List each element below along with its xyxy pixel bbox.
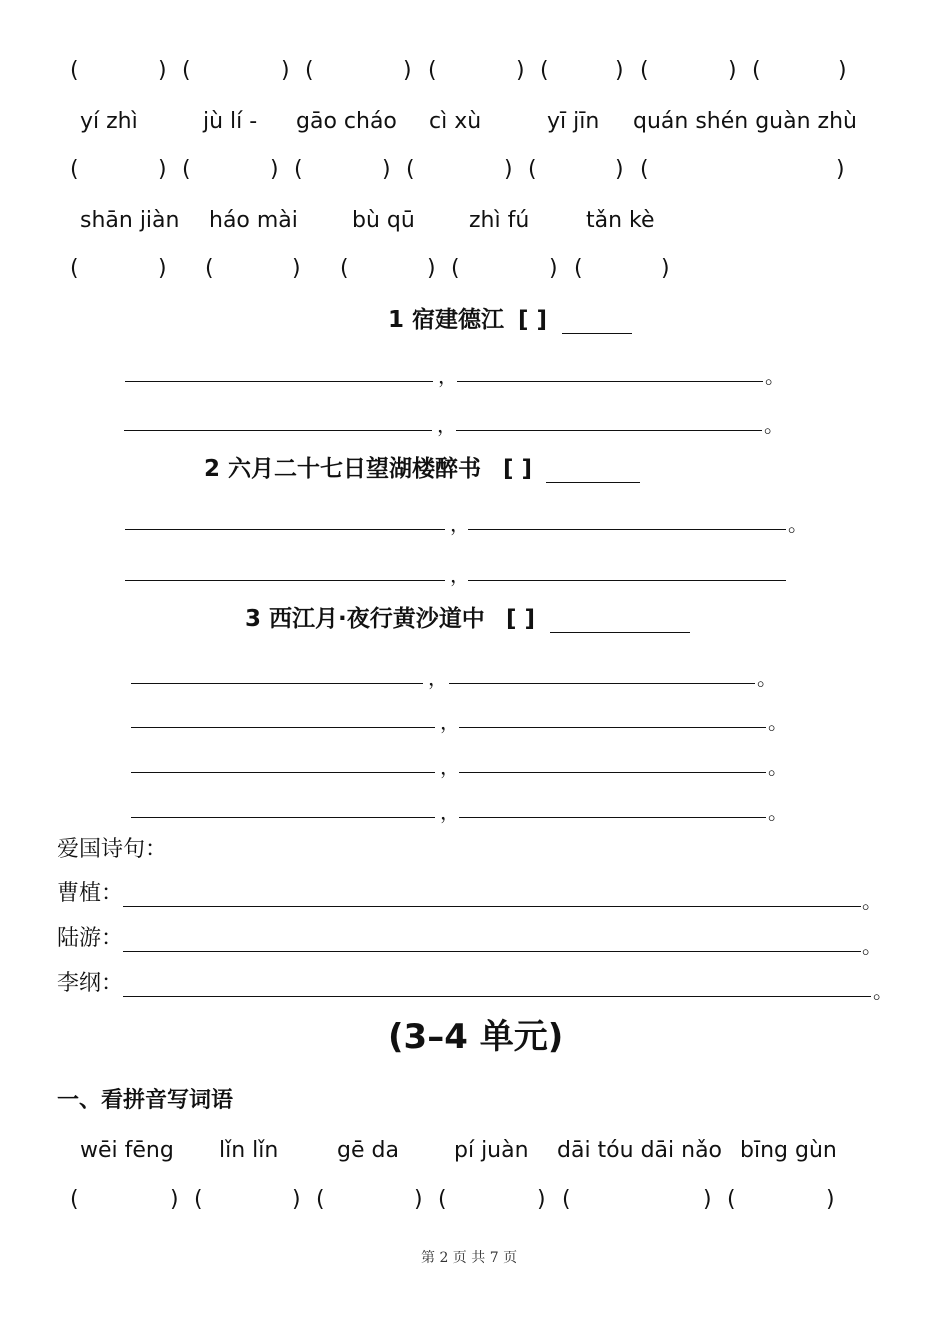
paren-open: ( (451, 256, 460, 281)
paren-close: ) (158, 157, 167, 182)
period-mark: 。 (768, 710, 788, 734)
comma-mark: ， (437, 413, 457, 437)
pinyin-word: yī jīn (547, 109, 600, 134)
paren-close: ) (661, 256, 670, 281)
author-label-caozhi: 曹植： (57, 881, 124, 906)
author-label-luyou: 陆游： (57, 926, 124, 951)
poem-title: 2 六月二十七日望湖楼醉书 (204, 456, 482, 482)
comma-mark: ， (440, 800, 460, 824)
verse-blank[interactable] (457, 381, 763, 382)
author-blank[interactable] (550, 632, 690, 633)
pinyin-word: gē da (337, 1138, 399, 1163)
paren-open: ( (294, 157, 303, 182)
comma-mark: ， (440, 710, 460, 734)
paren-close: ) (281, 58, 290, 83)
pinyin-word: yí zhì (80, 109, 138, 134)
author-blank[interactable] (562, 333, 632, 334)
poem-title: 1 宿建德江 (388, 307, 505, 333)
paren-close: ) (504, 157, 513, 182)
paren-close: ) (158, 256, 167, 281)
period-mark: 。 (768, 755, 788, 779)
paren-open: ( (428, 58, 437, 83)
period-mark: 。 (768, 800, 788, 824)
verse-blank[interactable] (131, 772, 435, 773)
pinyin-word: quán shén guàn zhù (633, 109, 857, 134)
paren-open: ( (305, 58, 314, 83)
paren-close: ) (537, 1187, 546, 1212)
pinyin-word: lǐn lǐn (219, 1138, 279, 1163)
verse-blank[interactable] (125, 381, 433, 382)
verse-blank[interactable] (125, 580, 445, 581)
verse-blank[interactable] (468, 580, 786, 581)
paren-close: ) (728, 58, 737, 83)
author-blank[interactable] (546, 482, 640, 483)
paren-close: ) (414, 1187, 423, 1212)
pinyin-word: gāo cháo (296, 109, 397, 134)
paren-open: ( (70, 58, 79, 83)
pinyin-word: cì xù (429, 109, 482, 134)
period-mark: 。 (862, 934, 882, 958)
period-mark: 。 (757, 666, 777, 690)
paren-close: ) (292, 1187, 301, 1212)
pinyin-word: dāi tóu dāi nǎo (557, 1138, 723, 1163)
paren-close: ) (615, 58, 624, 83)
verse-blank[interactable] (124, 430, 432, 431)
patriotic-heading: 爱国诗句： (57, 837, 168, 862)
paren-open: ( (406, 157, 415, 182)
paren-close: ) (516, 58, 525, 83)
dynasty-bracket: [ ] (518, 307, 548, 333)
pinyin-word: pí juàn (454, 1138, 529, 1163)
pinyin-word: bù qū (352, 208, 415, 233)
paren-open: ( (182, 58, 191, 83)
period-mark: 。 (873, 979, 893, 1003)
paren-close: ) (838, 58, 847, 83)
paren-open: ( (438, 1187, 447, 1212)
unit-heading: (3–4 单元) (388, 1017, 564, 1057)
period-mark: 。 (765, 364, 785, 388)
pinyin-word: bīng gùn (740, 1138, 837, 1163)
paren-open: ( (70, 1187, 79, 1212)
verse-blank-caozhi[interactable] (123, 906, 861, 907)
paren-open: ( (562, 1187, 571, 1212)
verse-blank[interactable] (459, 727, 766, 728)
pinyin-word: zhì fú (469, 208, 530, 233)
paren-close: ) (703, 1187, 712, 1212)
verse-blank[interactable] (125, 529, 445, 530)
pinyin-word: shān jiàn (80, 208, 180, 233)
paren-open: ( (528, 157, 537, 182)
period-mark: 。 (764, 413, 784, 437)
verse-blank[interactable] (459, 772, 766, 773)
paren-open: ( (70, 157, 79, 182)
verse-blank[interactable] (468, 529, 786, 530)
dynasty-bracket: [ ] (503, 456, 533, 482)
comma-mark: ， (428, 666, 448, 690)
paren-open: ( (182, 157, 191, 182)
verse-blank[interactable] (456, 430, 762, 431)
verse-blank[interactable] (131, 727, 435, 728)
paren-open: ( (727, 1187, 736, 1212)
paren-close: ) (826, 1187, 835, 1212)
pinyin-word: wēi fēng (80, 1138, 174, 1163)
comma-mark: ， (438, 364, 458, 388)
paren-close: ) (403, 58, 412, 83)
paren-open: ( (340, 256, 349, 281)
paren-close: ) (158, 58, 167, 83)
verse-blank-luyou[interactable] (123, 951, 861, 952)
section-heading: 一、看拼音写词语 (57, 1088, 234, 1113)
paren-open: ( (70, 256, 79, 281)
paren-open: ( (540, 58, 549, 83)
pinyin-word: háo mài (209, 208, 298, 233)
verse-blank[interactable] (131, 683, 423, 684)
paren-open: ( (194, 1187, 203, 1212)
verse-blank[interactable] (449, 683, 755, 684)
author-label-ligang: 李纲： (57, 971, 124, 996)
paren-close: ) (270, 157, 279, 182)
paren-open: ( (205, 256, 214, 281)
period-mark: 。 (862, 889, 882, 913)
paren-open: ( (640, 58, 649, 83)
paren-close: ) (427, 256, 436, 281)
paren-close: ) (549, 256, 558, 281)
paren-open: ( (316, 1187, 325, 1212)
paren-close: ) (836, 157, 845, 182)
paren-open: ( (574, 256, 583, 281)
paren-open: ( (752, 58, 761, 83)
verse-blank[interactable] (459, 817, 766, 818)
paren-open: ( (640, 157, 649, 182)
verse-blank[interactable] (131, 817, 435, 818)
poem-title: 3 西江月·夜行黄沙道中 (245, 606, 485, 632)
period-mark: 。 (788, 512, 808, 536)
paren-close: ) (170, 1187, 179, 1212)
dynasty-bracket: [ ] (506, 606, 536, 632)
paren-close: ) (292, 256, 301, 281)
comma-mark: ， (450, 512, 470, 536)
page-number: 第 2 页 共 7 页 (421, 1250, 518, 1266)
pinyin-word: jù lí - (203, 109, 258, 134)
paren-close: ) (615, 157, 624, 182)
comma-mark: ， (440, 755, 460, 779)
comma-mark: ， (450, 563, 470, 587)
paren-close: ) (382, 157, 391, 182)
verse-blank-ligang[interactable] (123, 996, 871, 997)
pinyin-word: tǎn kè (586, 208, 655, 233)
